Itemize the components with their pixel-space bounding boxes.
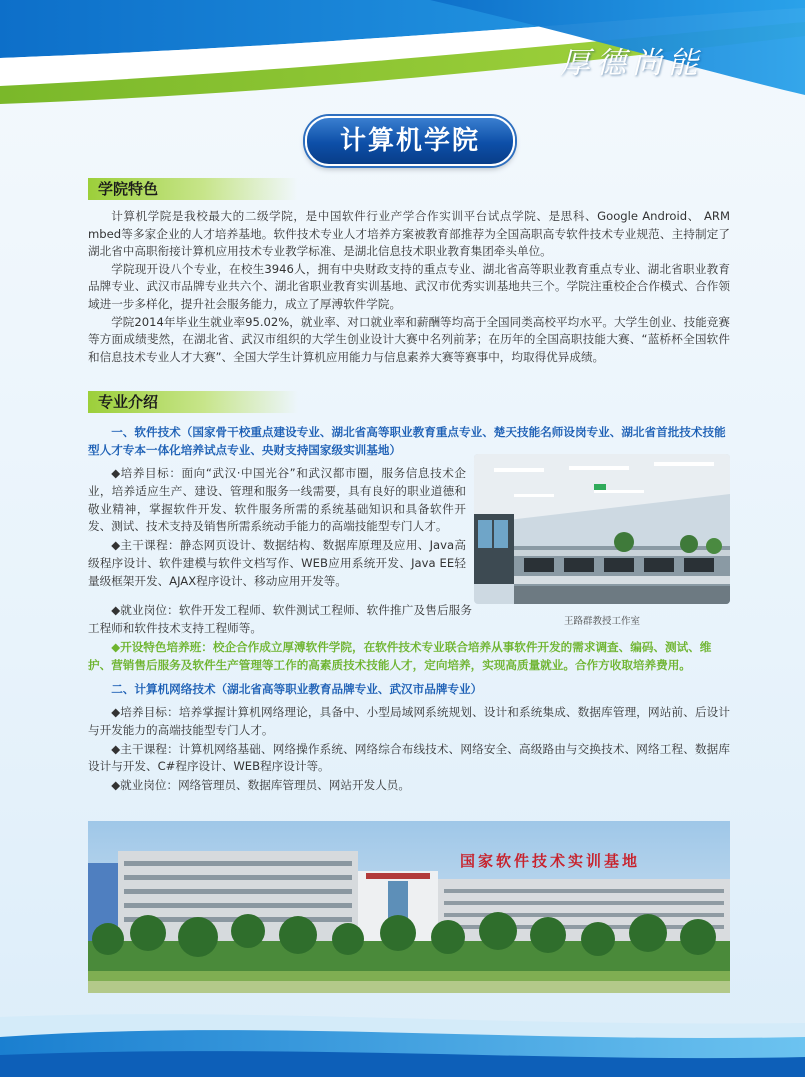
network-details (88, 704, 730, 796)
software-jobs-block (88, 602, 472, 639)
lab-photo-caption: 王路群教授工作室 (563, 616, 640, 627)
major-title-software: 一、软件技术（国家骨干校重点建设专业、湖北省高等职业教育重点专业、楚天技能名师设岗专业、湖北省首批技术技能型人才专本一体化培养试点专业、央财支持国家级实训基地） (88, 425, 726, 457)
network-goal: ◆培养目标：培养掌握计算机网络理论，具备中、小型局域网系统规划、设计和系统集成、数据库管理，网站前、后设计与开发能力的高端技能型专门人才。 (88, 705, 730, 737)
features-paragraph: 学院现开设八个专业，在校生3946人，拥有中央财政支持的重点专业、湖北省高等职业教育重点专业、湖北省职业教育品牌专业、武汉市品牌专业共六个、湖北省职业教育实训基地、武汉市优秀实训基地共三个。学院注重校企合作模式、合作领域进一步多样化，提升社会服务能力，成立了厚溥软件学院。 (88, 261, 730, 311)
features-paragraph: 学院2014年毕业生就业率95.02%，就业率、对口就业率和薪酬等均高于全国同类高校平均水平。大学生创业、技能竞赛等方面成绩斐然，在湖北省、武汉市组织的大学生创业设计大赛中名列前茅；在历年的全国高职技能大赛、“蓝桥杯全国软件和信息技术专业人才大赛”、全国大学生计算机应用能力与信息素养大赛等赛事中，均取得优异成绩。 (88, 314, 730, 364)
section-heading-features: 学院特色 (88, 178, 298, 200)
building-sign: 国家软件技术实训基地 (460, 852, 641, 870)
software-details (88, 465, 466, 592)
school-motto: 厚德尚能 (560, 46, 704, 81)
features-paragraph: 计算机学院是我校最大的二级学院，是中国软件行业产学合作实训平台试点学院、是思科、Google Android、 ARM mbed等多家企业的人才培养基地。软件技术专业人才培养方案被教育部推荐为全国高职高专软件技术专业规范、主持制定了湖北省中高职衔接计算机应用技术专业教学标准、是湖北信息技术职业教育集团牵头单位。 (88, 209, 730, 259)
features-text (88, 208, 730, 366)
network-jobs: ◆就业岗位：网络管理员、数据库管理员、网站开发人员。 (111, 778, 410, 793)
software-courses: ◆主干课程：静态网页设计、数据结构、数据库原理及应用、Java高级程序设计、软件建模与软件文档写作、WEB应用系统开发、Java EE轻量级框架开发、AJAX程序设计、移动应用开发等。 (88, 538, 466, 588)
special-class-text: ◆开设特色培养班：校企合作成立厚溥软件学院，在软件技术专业联合培养从事软件开发的需求调查、编码、测试、维护、营销售后服务及软件生产管理等工作的高素质技术技能人才，定向培养，实现高质量就业。合作方收取培养费用。 (88, 640, 712, 672)
section-heading-majors: 专业介绍 (88, 391, 298, 413)
lab-photo (474, 454, 730, 604)
bottom-wave-banner (0, 997, 805, 1077)
software-goal: ◆培养目标：面向“武汉·中国光谷”和武汉都市圈，服务信息技术企业，培养适应生产、建设、管理和服务一线需要，具有良好的职业道德和敬业精神，掌握软件开发、软件服务所需的系统基础知识和具备软件开发、测试、技术支持及销售所需系统动手能力的高端技能型专门人才。 (88, 466, 466, 534)
software-jobs: ◆就业岗位：软件开发工程师、软件测试工程师、软件推广及售后服务工程师和软件技术支持工程师等。 (88, 603, 472, 635)
page-title: 计算机学院 (305, 116, 515, 166)
major-title-network: 二、计算机网络技术（湖北省高等职业教育品牌专业、武汉市品牌专业） (111, 682, 483, 696)
network-courses: ◆主干课程：计算机网络基础、网络操作系统、网络综合布线技术、网络安全、高级路由与交换技术、网络工程、数据库设计与开发、C#程序设计、WEB程序设计等。 (88, 741, 730, 774)
training-base-photo (88, 821, 730, 993)
